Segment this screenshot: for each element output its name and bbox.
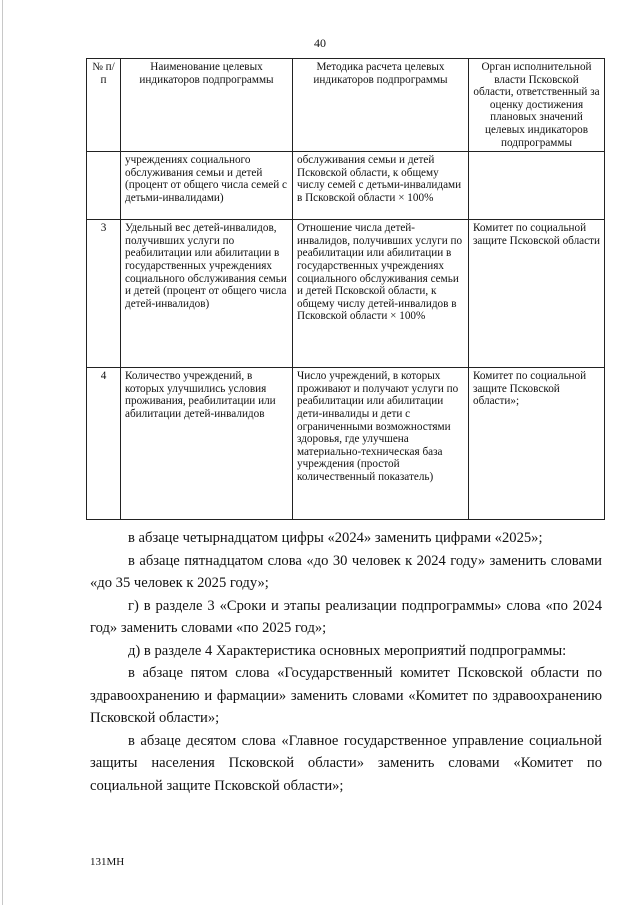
row-number — [87, 152, 121, 220]
header-responsible-organ: Орган исполнительной власти Псковской области, ответственный за оценку достижения плановых значений целевых индикаторов подпрограммы — [469, 59, 605, 152]
table-row — [87, 220, 605, 368]
paragraph: г) в разделе 3 «Сроки и этапы реализации подпрограммы» слова «по 2024 год» заменить словами «по 2025 год»; — [90, 597, 602, 636]
paragraph: в абзаце десятом слова «Главное государственное управление социальной защиты населения Псковской области» заменить словами «Комитет по социальной защите Псковской области»; — [90, 732, 602, 794]
row-indicator-name: Количество учреждений, в которых улучшились условия проживания, реабилитации или абилитации детей-инвалидов — [121, 368, 293, 520]
document-code: 131МН — [90, 856, 125, 868]
table-row — [87, 152, 605, 220]
row-calculation-method: Отношение числа детей-инвалидов, получивших услуги по реабилитации или абилитации в государственных учреждениях социального обслуживания семьи и детей Псковской области, к общему числу детей-инвалидов в Псковской области × 100% — [293, 220, 469, 368]
scan-edge-line — [2, 0, 3, 905]
row-responsible-organ: Комитет по социальной защите Псковской области — [469, 220, 605, 368]
page-number: 40 — [314, 36, 326, 50]
row-responsible-organ — [469, 152, 605, 220]
row-indicator-name: Удельный вес детей-инвалидов, получивших услуги по реабилитации или абилитации в государственных учреждениях социального обслуживания семьи и детей (процент от общего числа детей-инвалидов) — [121, 220, 293, 368]
paragraph: д) в разделе 4 Характеристика основных мероприятий подпрограммы: — [128, 642, 567, 659]
row-number: 4 — [87, 368, 121, 520]
paragraph: в абзаце пятнадцатом слова «до 30 человек к 2024 году» заменить словами «до 35 человек к 2025 году»; — [90, 552, 602, 591]
paragraph: в абзаце четырнадцатом цифры «2024» заменить цифрами «2025»; — [128, 530, 543, 546]
header-number: № п/п — [87, 59, 121, 152]
table-row — [87, 368, 605, 520]
row-responsible-organ: Комитет по социальной защите Псковской области»; — [469, 368, 605, 520]
row-calculation-method: Число учреждений, в которых проживают и получают услуги по реабилитации или абилитации дети-инвалиды и дети с ограниченными возможностями здоровья, где улучшена материально-техническая база учреждения (простой количественный показатель) — [293, 368, 469, 520]
table-header-row — [87, 59, 605, 152]
row-calculation-method: обслуживания семьи и детей Псковской области, к общему числу семей с детьми-инвалидами в Псковской области × 100% — [293, 152, 469, 220]
row-indicator-name: учреждениях социального обслуживания семьи и детей (процент от общего числа семей с детьми-инвалидами) — [121, 152, 293, 220]
amendment-text — [90, 527, 602, 797]
row-number: 3 — [87, 220, 121, 368]
indicators-table — [86, 58, 605, 520]
header-indicator-name: Наименование целевых индикаторов подпрограммы — [121, 59, 293, 152]
paragraph: в абзаце пятом слова «Государственный комитет Псковской области по здравоохранению и фармации» заменить словами «Комитет по здравоохранению Псковской области»; — [90, 665, 602, 726]
header-calculation-method: Методика расчета целевых индикаторов подпрограммы — [293, 59, 469, 152]
